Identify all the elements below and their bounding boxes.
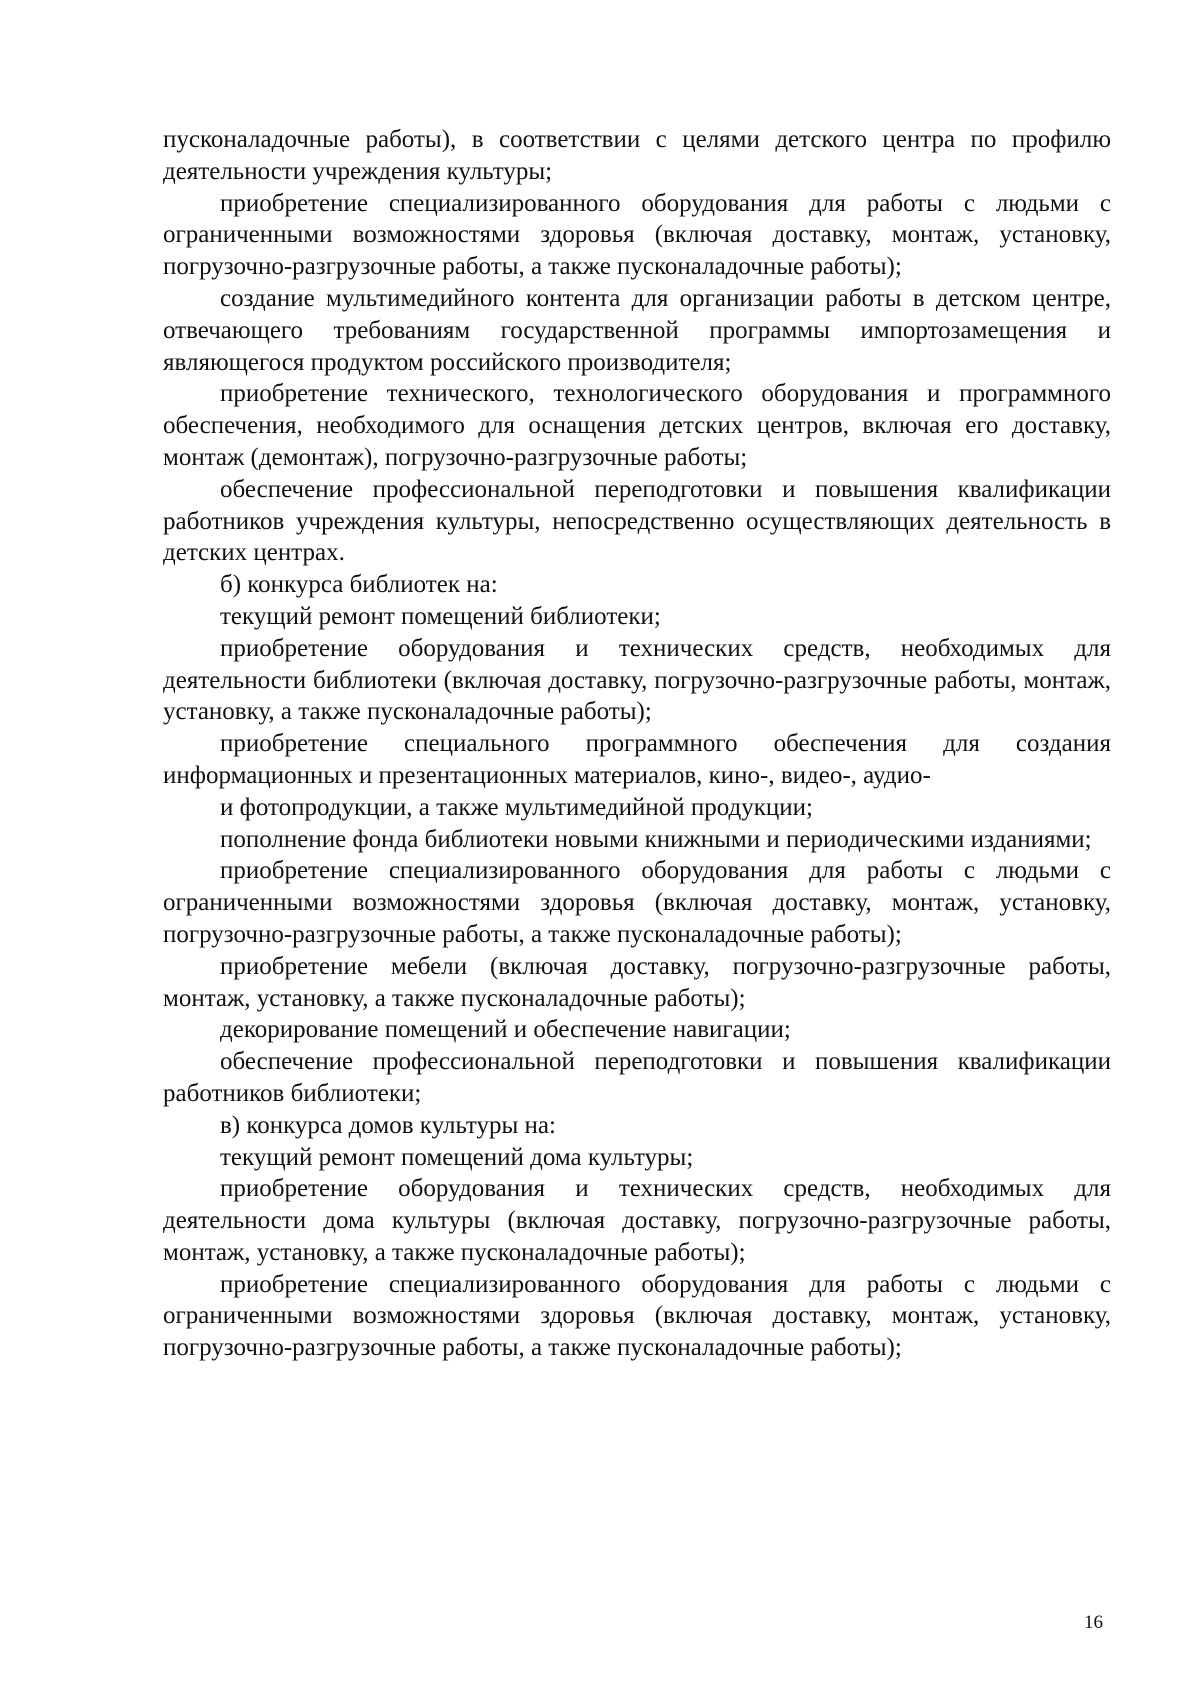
page-number: 16 bbox=[1084, 1612, 1103, 1633]
paragraph: пусконаладочные работы), в соответствии с целями детского центра по профилю деятельности учреждения культуры; bbox=[163, 126, 1111, 185]
paragraph: текущий ремонт помещений библиотеки; bbox=[220, 602, 661, 630]
paragraph: обеспечение профессиональной переподготовки и повышения квалификации работников учреждения культуры, непосредственно осуществляющих деятельность в детских центрах. bbox=[163, 475, 1111, 567]
paragraph: текущий ремонт помещений дома культуры; bbox=[220, 1143, 694, 1171]
paragraph: в) конкурса домов культуры на: bbox=[220, 1111, 556, 1139]
paragraph: обеспечение профессиональной переподготовки и повышения квалификации работников библиотеки; bbox=[163, 1048, 1111, 1107]
paragraph: декорирование помещений и обеспечение навигации; bbox=[220, 1016, 791, 1044]
paragraph: приобретение мебели (включая доставку, погрузочно-разгрузочные работы, монтаж, установку, а также пусконаладочные работы); bbox=[163, 952, 1111, 1012]
paragraph: приобретение специализированного оборудования для работы с людьми с ограниченными возможностями здоровья (включая доставку, монтаж, установку, погрузочно-разгрузочные работы, а также пусконаладочные работы); bbox=[163, 1270, 1111, 1362]
paragraph: и фотопродукции, а также мультимедийной продукции; bbox=[220, 793, 813, 821]
paragraph: б) конкурса библиотек на: bbox=[220, 571, 498, 599]
paragraph: создание мультимедийного контента для организации работы в детском центре, отвечающего требованиям государственной программы импортозамещения и являющегося продуктом российского производителя; bbox=[163, 284, 1111, 376]
document-body bbox=[163, 124, 1111, 1364]
paragraph: приобретение оборудования и технических средств, необходимых для деятельности дома культуры (включая доставку, погрузочно-разгрузочные работы, монтаж, установку, а также пусконаладочные работы); bbox=[163, 1175, 1111, 1266]
paragraph: приобретение специализированного оборудования для работы с людьми с ограниченными возможностями здоровья (включая доставку, монтаж, установку, погрузочно-разгрузочные работы, а также пусконаладочные работы); bbox=[163, 189, 1111, 281]
paragraph: приобретение технического, технологического оборудования и программного обеспечения, необходимого для оснащения детских центров, включая его доставку, монтаж (демонтаж), погрузочно-разгрузочные работы; bbox=[163, 380, 1111, 471]
paragraph: пополнение фонда библиотеки новыми книжными и периодическими изданиями; bbox=[220, 825, 1092, 853]
paragraph: приобретение специального программного обеспечения для создания информационных и презентационных материалов, кино-, видео-, аудио- bbox=[163, 730, 1111, 789]
paragraph: приобретение оборудования и технических средств, необходимых для деятельности библиотеки (включая доставку, погрузочно-разгрузочные работы, монтаж, установку, а также пусконаладочные работы); bbox=[163, 634, 1111, 726]
paragraph: приобретение специализированного оборудования для работы с людьми с ограниченными возможностями здоровья (включая доставку, монтаж, установку, погрузочно-разгрузочные работы, а также пусконаладочные работы); bbox=[163, 857, 1111, 948]
